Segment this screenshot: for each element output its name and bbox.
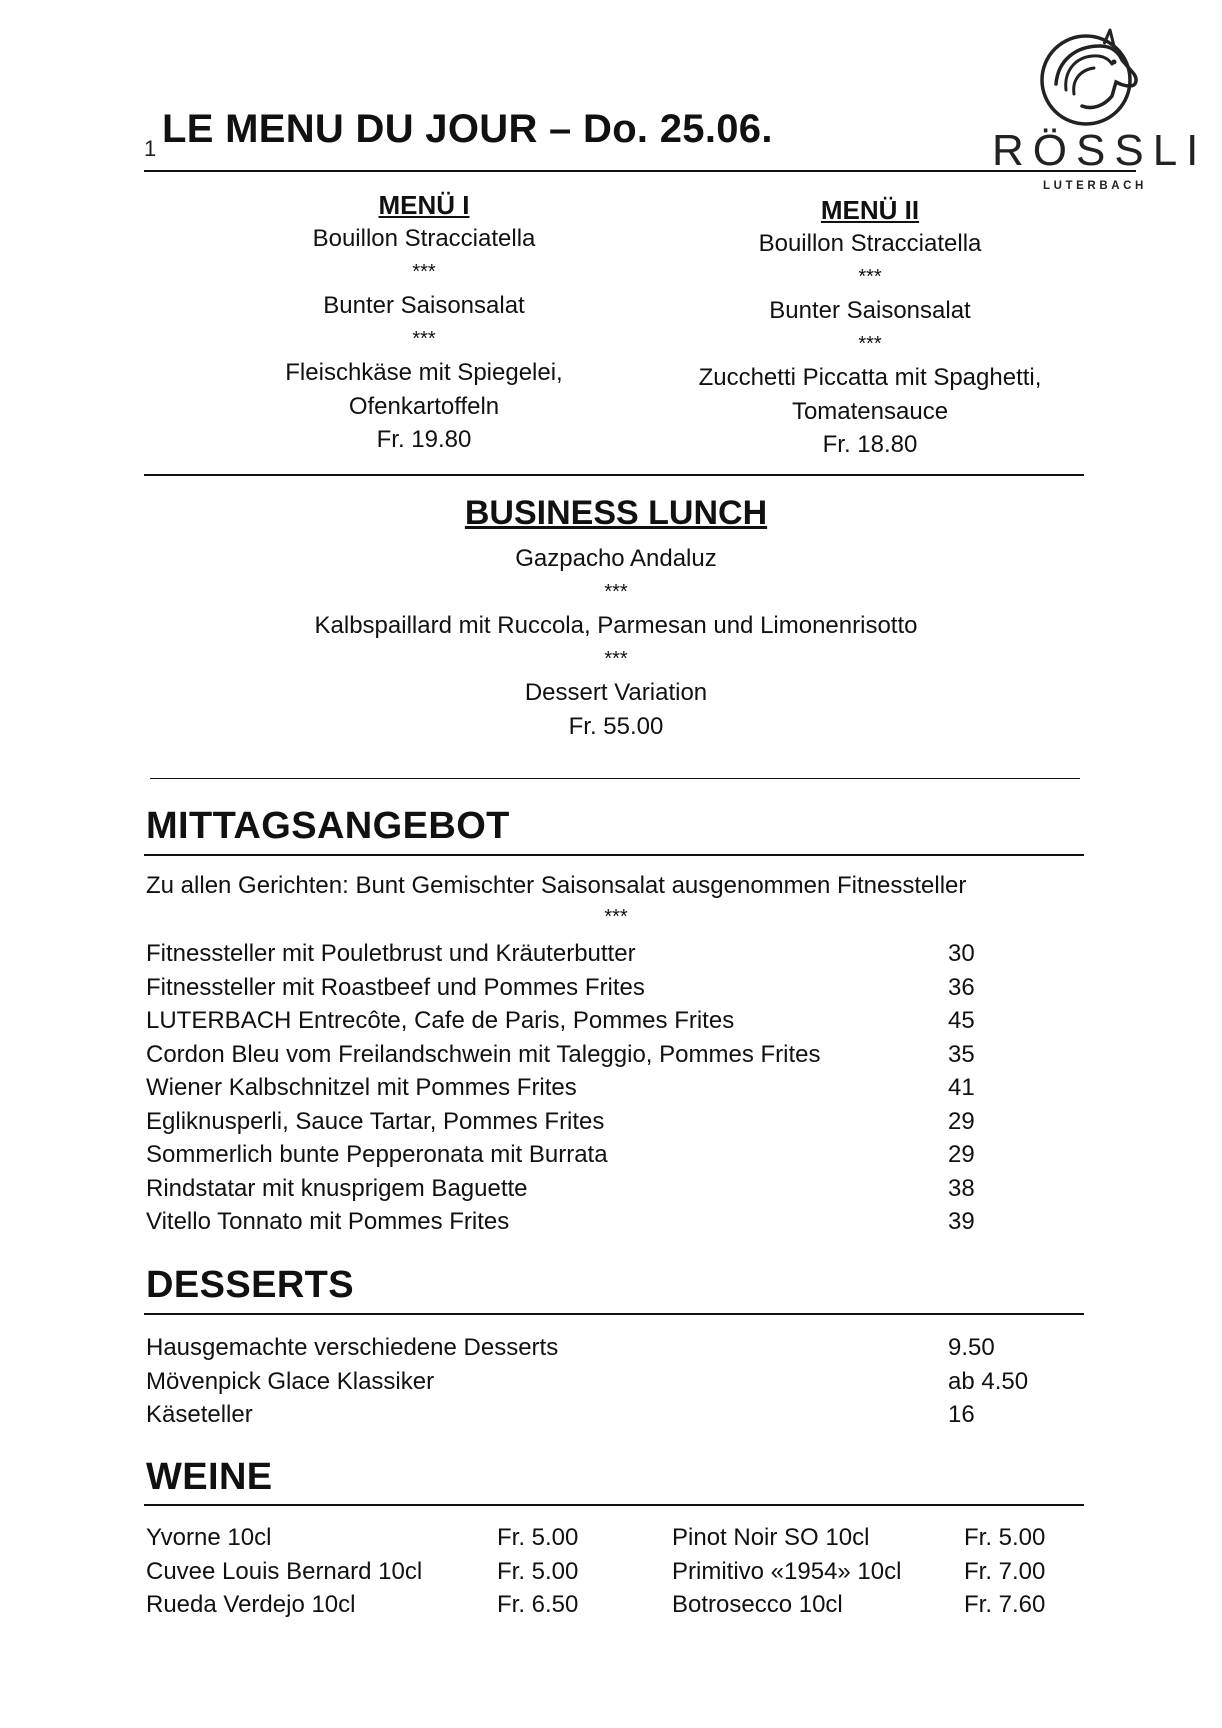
menu-1-separator: *** (412, 327, 436, 350)
menus-rule (144, 474, 1084, 476)
list-item (146, 1172, 1086, 1206)
wine-price: Fr. 6.50 (497, 1591, 579, 1618)
item-price: 38 (948, 1174, 975, 1202)
mittagsangebot-heading: MITTAGSANGEBOT (146, 805, 510, 847)
wine-name: Botrosecco 10cl (672, 1591, 843, 1618)
menu-2-heading: MENÜ II (820, 195, 920, 225)
list-item (146, 1365, 1086, 1399)
item-name: Rindstatar mit knusprigem Baguette (146, 1174, 528, 1202)
desserts-heading: DESSERTS (146, 1264, 355, 1306)
wine-name: Pinot Noir SO 10cl (672, 1524, 870, 1551)
item-name: Fitnessteller mit Pouletbrust und Kräuterbutter (146, 940, 636, 967)
business-lunch-heading: BUSINESS LUNCH (464, 494, 768, 532)
logo-subtitle: LUTERBACH (1043, 180, 1147, 192)
title-rule (144, 170, 1136, 172)
menu-1-line: Fleischkäse mit Spiegelei, (285, 359, 563, 386)
menu-1-separator: *** (412, 260, 436, 283)
wine-item (672, 1588, 1092, 1622)
business-lunch-line: Kalbspaillard mit Ruccola, Parmesan und Limonenrisotto (314, 612, 918, 639)
list-item (146, 971, 1086, 1005)
wine-price: Fr. 7.00 (964, 1557, 1046, 1585)
item-price: 30 (948, 940, 975, 967)
page-number: 1 (144, 136, 157, 161)
wine-price: Fr. 7.60 (964, 1591, 1046, 1618)
wine-name: Yvorne 10cl (146, 1524, 272, 1551)
item-price: 41 (948, 1074, 975, 1101)
item-name: Wiener Kalbschnitzel mit Pommes Frites (146, 1074, 577, 1101)
menu-1-heading: MENÜ I (378, 190, 470, 220)
menu-2-line: Bunter Saisonsalat (769, 297, 971, 324)
list-item (146, 1398, 1086, 1432)
wine-name: Rueda Verdejo 10cl (146, 1591, 356, 1618)
item-name: Egliknusperli, Sauce Tartar, Pommes Frites (146, 1107, 605, 1135)
list-item (146, 1071, 1086, 1105)
page-title: LE MENU DU JOUR – Do. 25.06. (162, 107, 773, 151)
business-lunch (146, 490, 1086, 743)
wine-item (672, 1555, 1092, 1589)
item-name: Sommerlich bunte Pepperonata mit Burrata (146, 1141, 608, 1168)
wine-item (146, 1588, 606, 1622)
list-item (146, 937, 1086, 971)
item-price: 29 (948, 1141, 975, 1168)
item-name: Cordon Bleu vom Freilandschwein mit Taleggio, Pommes Frites (146, 1040, 821, 1068)
mittagsangebot-separator: *** (604, 906, 628, 928)
wine-price: Fr. 5.00 (964, 1524, 1046, 1551)
menu-1-line: Ofenkartoffeln (348, 392, 500, 420)
desserts-rule (144, 1313, 1084, 1315)
weine-rule (144, 1504, 1084, 1506)
menu-2 (630, 193, 1110, 462)
list-item (146, 1004, 1086, 1038)
list-item (146, 1331, 1086, 1365)
menu-1 (184, 188, 664, 457)
menu-1-line: Bouillon Stracciatella (312, 225, 536, 252)
menu-2-line: Tomatensauce (791, 397, 949, 425)
item-price: 45 (948, 1007, 975, 1034)
menu-2-line: Zucchetti Piccatta mit Spaghetti, (698, 364, 1042, 391)
item-name: Vitello Tonnato mit Pommes Frites (146, 1208, 510, 1235)
menu-1-line: Bunter Saisonsalat (323, 292, 525, 319)
wine-item (146, 1555, 606, 1589)
business-lunch-rule (150, 778, 1080, 779)
item-price: 9.50 (948, 1334, 995, 1361)
menu-2-line: Bouillon Stracciatella (758, 230, 982, 257)
business-lunch-separator: *** (604, 647, 628, 670)
business-lunch-line: Dessert Variation (524, 679, 708, 706)
item-price: ab 4.50 (948, 1367, 1029, 1395)
list-item (146, 1205, 1086, 1239)
item-price: 16 (948, 1401, 975, 1428)
item-name: Mövenpick Glace Klassiker (146, 1367, 435, 1395)
wine-item (146, 1521, 606, 1555)
business-lunch-line: Gazpacho Andaluz (515, 545, 717, 572)
item-price: 35 (948, 1040, 975, 1068)
item-name: Käseteller (146, 1401, 253, 1428)
mittagsangebot-note: Zu allen Gerichten: Bunt Gemischter Saisonsalat ausgenommen Fitnessteller (146, 872, 967, 899)
item-name: Hausgemachte verschiedene Desserts (146, 1334, 559, 1361)
list-item (146, 1138, 1086, 1172)
item-price: 29 (948, 1107, 975, 1135)
list-item (146, 1038, 1086, 1072)
weine-heading: WEINE (146, 1456, 273, 1498)
wine-name: Primitivo «1954» 10cl (672, 1557, 902, 1585)
menu-2-separator: *** (858, 332, 882, 355)
item-name: Fitnessteller mit Roastbeef und Pommes Frites (146, 973, 645, 1001)
wine-item (672, 1521, 1092, 1555)
business-lunch-separator: *** (604, 580, 628, 603)
item-price: 36 (948, 973, 975, 1001)
wine-price: Fr. 5.00 (497, 1557, 579, 1585)
menu-2-price: Fr. 18.80 (822, 431, 918, 458)
wine-price: Fr. 5.00 (497, 1524, 579, 1551)
menu-2-separator: *** (858, 265, 882, 288)
logo-wordmark: RÖSSLI (992, 126, 1208, 175)
business-lunch-price: Fr. 55.00 (568, 712, 664, 740)
item-price: 39 (948, 1208, 975, 1235)
list-item (146, 1105, 1086, 1139)
mittagsangebot-rule (144, 854, 1084, 856)
item-name: LUTERBACH Entrecôte, Cafe de Paris, Pommes Frites (146, 1007, 735, 1034)
menu-1-price: Fr. 19.80 (376, 426, 472, 453)
wine-name: Cuvee Louis Bernard 10cl (146, 1557, 423, 1585)
